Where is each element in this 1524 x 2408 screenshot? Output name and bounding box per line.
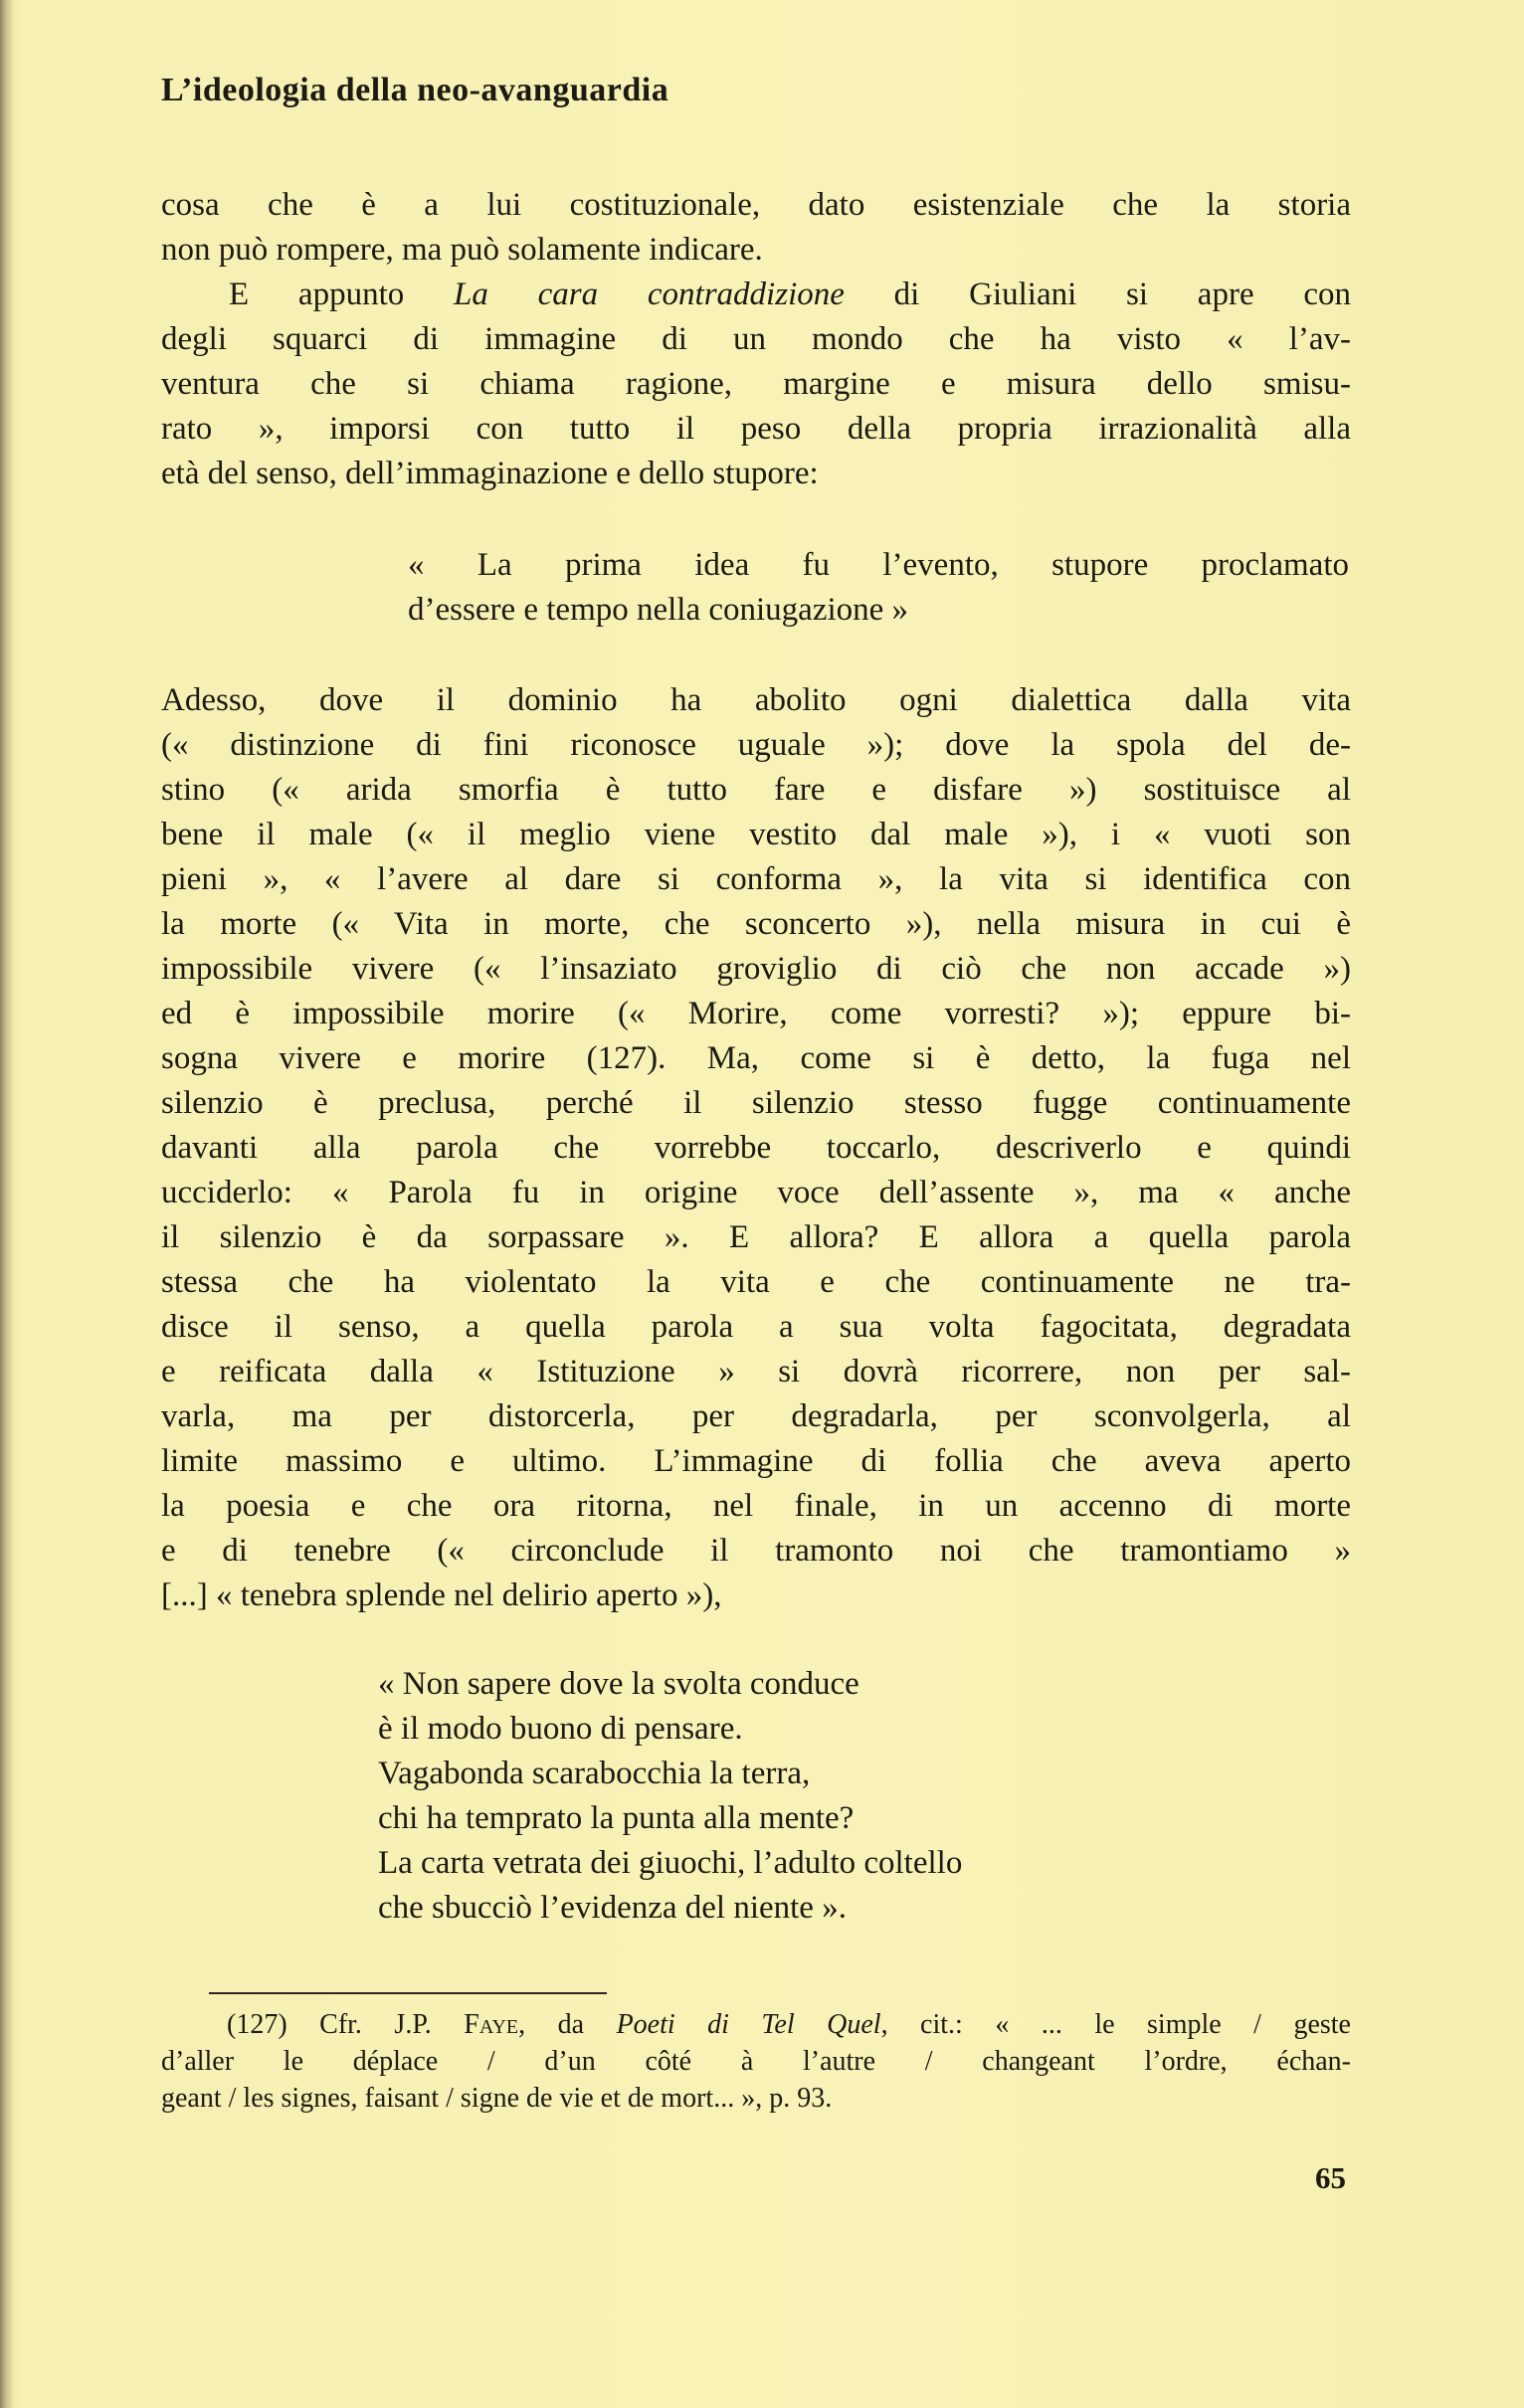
body-line: impossibile vivere (« l’insaziato groviglio di ciò che non accade ») (161, 951, 1351, 987)
poem-line: è il modo buono di pensare. (378, 1711, 743, 1747)
body-line: ucciderlo: « Parola fu in origine voce dell’assente », ma « anche (161, 1175, 1351, 1210)
footnote-rule (209, 1992, 607, 1994)
poem-line: chi ha temprato la punta alla mente? (378, 1800, 855, 1836)
poem-title: La cara contraddizione (454, 277, 845, 312)
page-binding-edge (0, 0, 14, 2408)
footnote-text: , da (518, 2009, 617, 2040)
body-line: e reificata dalla « Istituzione » si dovrà ricorrere, non per sal- (161, 1354, 1351, 1389)
body-text: E appunto (229, 277, 455, 312)
body-line: e di tenebre (« circonclude il tramonto noi che tramontiamo » (161, 1533, 1351, 1569)
poem-line: che sbucciò l’evidenza del niente ». (378, 1890, 847, 1926)
body-line: limite massimo e ultimo. L’immagine di follia che aveva aperto (161, 1443, 1351, 1479)
body-line: disce il senso, a quella parola a sua volta fagocitata, degradata (161, 1309, 1351, 1345)
body-line: rato », imporsi con tutto il peso della propria irrazionalità alla (161, 411, 1351, 447)
body-line: ed è impossibile morire (« Morire, come vorresti? »); eppure bi- (161, 996, 1351, 1031)
body-line: stessa che ha violentato la vita e che continuamente ne tra- (161, 1264, 1351, 1300)
page-number: 65 (1315, 2160, 1346, 2195)
footnote-line (227, 2011, 1351, 2039)
quote-line: « La prima idea fu l’evento, stupore proclamato (408, 547, 1349, 583)
body-line: bene il male (« il meglio viene vestito dal male »), i « vuoti son (161, 817, 1351, 852)
body-line: silenzio è preclusa, perché il silenzio stesso fugge continuamente (161, 1085, 1351, 1121)
body-line: non può rompere, ma può solamente indicare. (161, 232, 763, 268)
running-title: L’ideologia della neo-avanguardia (161, 72, 669, 108)
body-line: pieni », « l’avere al dare si conforma », la vita si identifica con (161, 861, 1351, 897)
body-line: cosa che è a lui costituzionale, dato esistenziale che la storia (161, 187, 1351, 223)
body-line: davanti alla parola che vorrebbe toccarlo, descriverlo e quindi (161, 1130, 1351, 1166)
footnote-title: Poeti di Tel Quel (616, 2009, 881, 2040)
poem-line: Vagabonda scarabocchia la terra, (378, 1756, 811, 1791)
poem-line: « Non sapere dove la svolta conduce (378, 1666, 859, 1702)
body-line: sogna vivere e morire (127). Ma, come si è detto, la fuga nel (161, 1040, 1351, 1076)
footnote-text: (127) Cfr. J.P. (227, 2009, 465, 2040)
body-line: degli squarci di immagine di un mondo che ha visto « l’av- (161, 321, 1351, 357)
poem-line: La carta vetrata dei giuochi, l’adulto coltello (378, 1845, 963, 1881)
body-line: stino (« arida smorfia è tutto fare e disfare ») sostituisce al (161, 772, 1351, 808)
footnote-line: d’aller le déplace / d’un côté à l’autre / changeant l’ordre, échan- (161, 2046, 1351, 2077)
body-line: il silenzio è da sorpassare ». E allora? E allora a quella parola (161, 1219, 1351, 1255)
body-line (229, 278, 1351, 311)
body-line: ventura che si chiama ragione, margine e misura dello smisu- (161, 366, 1351, 402)
body-line: la morte (« Vita in morte, che sconcerto »), nella misura in cui è (161, 906, 1351, 942)
body-text: di Giuliani si apre con (893, 277, 1352, 312)
body-line: varla, ma per distorcerla, per degradarla, per sconvolgerla, al (161, 1398, 1351, 1434)
body-line: età del senso, dell’immaginazione e dello stupore: (161, 456, 819, 491)
footnote-text: , cit.: « ... le simple / geste (880, 2009, 1351, 2040)
body-line: (« distinzione di fini riconosce uguale »); dove la spola del de- (161, 727, 1351, 763)
quote-line: d’essere e tempo nella coniugazione » (408, 592, 909, 628)
body-line: la poesia e che ora ritorna, nel finale, in un accenno di morte (161, 1488, 1351, 1524)
footnote-author: Faye (464, 2009, 519, 2040)
footnote-line: geant / les signes, faisant / signe de vie et de mort... », p. 93. (161, 2083, 833, 2114)
body-line: Adesso, dove il dominio ha abolito ogni dialettica dalla vita (161, 682, 1351, 718)
body-line: [...] « tenebra splende nel delirio aperto »), (161, 1577, 722, 1613)
